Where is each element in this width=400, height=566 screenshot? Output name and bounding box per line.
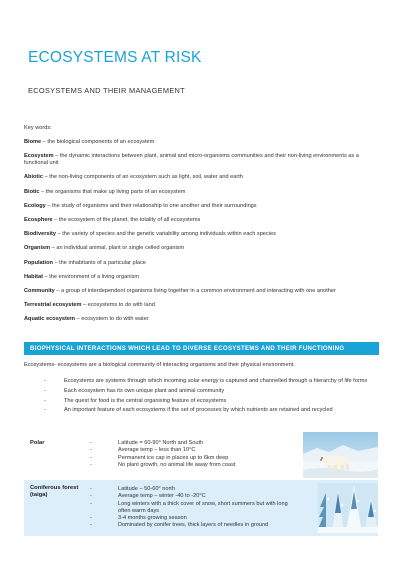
biome-fact: - Dominated by conifer trees, thick layers of needles in ground xyxy=(90,522,290,529)
keyword-definition: – the inhabitants of a particular place xyxy=(52,259,146,266)
biome-fact: - 3-4 months growing season xyxy=(90,515,290,522)
keyword-item xyxy=(24,274,380,281)
keyword-term: Aquatic ecosystem xyxy=(24,316,75,323)
section-bullets xyxy=(44,378,374,417)
keyword-item xyxy=(24,174,380,181)
biome-fact: - Permanent ice cap in places up to 6km deep xyxy=(90,455,290,462)
page-title: ECOSYSTEMS AT RISK xyxy=(28,49,202,66)
keyword-item xyxy=(24,260,380,267)
keyword-term: Organism xyxy=(24,245,51,252)
section-intro: Ecosystems- ecosystems are a biological community of interacting organisms and their physical environment. xyxy=(24,362,295,368)
keyword-term: Biotic xyxy=(24,188,40,195)
biome-fact: - Latitude = 60-90° North and South xyxy=(90,440,290,447)
keyword-definition: – the non-living components of an ecosystem such as light, soil, water and earth xyxy=(42,174,243,181)
polar-bear-image xyxy=(303,432,378,478)
keyword-definition: – ecosystems to do with land xyxy=(81,302,155,309)
biome-row-coniferous xyxy=(24,480,378,536)
keyword-term: Habitat xyxy=(24,273,43,280)
bullet-item: - Each ecosystem has its own unique plant and animal community xyxy=(44,388,374,395)
keywords-intro: Key words: xyxy=(24,125,52,131)
biome-fact: - Latitude – 50-60° north xyxy=(90,486,290,493)
biome-row-polar xyxy=(24,429,378,479)
biome-fact: - No plant growth, no animal life away from coast xyxy=(90,462,290,469)
keyword-item xyxy=(24,231,380,238)
page-subtitle: ECOSYSTEMS AND THEIR MANAGEMENT xyxy=(28,86,185,95)
biome-facts xyxy=(90,440,290,470)
keyword-item xyxy=(24,316,380,323)
keyword-term: Ecosystem xyxy=(24,153,54,160)
keyword-term: Population xyxy=(24,259,53,266)
section-heading-band: BIOPHYSICAL INTERACTIONS WHICH LEAD TO DIVERSE ECOSYSTEMS AND THEIR FUNCTIONING xyxy=(24,342,379,355)
keyword-definition: – the dynamic interactions between plant, animal and micro-organisms communities and their non-living environments as a functional unit xyxy=(24,153,359,167)
keyword-term: Biome xyxy=(24,139,42,145)
biome-name: Polar xyxy=(30,440,45,446)
keyword-definition: – the variety of species and the genetic variability among individuals within each species xyxy=(56,231,276,238)
biome-fact: - Average temp – winter -40 to -20°C xyxy=(90,493,290,500)
keyword-definition: – the ecosystem of the planet, the totality of all ecosystems xyxy=(52,216,201,223)
keyword-term: Terrestrial ecosystem xyxy=(24,302,82,309)
keyword-item xyxy=(24,245,380,252)
keyword-term: Ecology xyxy=(24,202,46,209)
keyword-item xyxy=(24,203,380,210)
keyword-definition: – the biological components of an ecosystem xyxy=(41,139,155,145)
bullet-item: - The quest for food is the central organising feature of ecosystems xyxy=(44,398,374,405)
keyword-item xyxy=(24,189,380,196)
keyword-item xyxy=(24,139,380,146)
bullet-item: - Ecosystems are systems through which incoming solar energy is captured and channelled through a hierarchy of life forms xyxy=(44,378,374,385)
keyword-term: Biodiversity xyxy=(24,231,57,238)
keyword-definition: – the organisms that make up living parts of an ecosystem xyxy=(39,188,186,195)
keyword-definition: – an individual animal, plant or single celled organism xyxy=(50,245,185,252)
keyword-definition: – the study of organisms and their relationship to one another and their surroundings xyxy=(45,202,257,209)
keyword-item xyxy=(24,288,380,295)
keyword-definition: – the environment of a living organism xyxy=(42,273,140,280)
bullet-item: - An important feature of each ecosystems if the set of processes by which nutrients are retained and recycled xyxy=(44,407,374,414)
keyword-item xyxy=(24,153,380,167)
keyword-definition: – ecosystem to do with water xyxy=(75,316,149,323)
keywords-list xyxy=(24,139,380,330)
keyword-definition: – a group of interdependent organisms living together in a common environment and interacting with one another xyxy=(54,287,336,294)
biome-facts xyxy=(90,486,290,530)
keyword-item xyxy=(24,217,380,224)
biome-fact: - Average temp – less than 10°C xyxy=(90,447,290,454)
biome-name: Coniferous forest (taiga) xyxy=(30,485,79,498)
biome-fact: - Long winters with a thick cover of snow, short summers but with long often warm days xyxy=(90,501,290,515)
keyword-term: Abiotic xyxy=(24,174,43,181)
snowy-forest-image xyxy=(318,483,378,533)
keyword-item xyxy=(24,302,380,309)
keyword-term: Ecosphere xyxy=(24,216,53,223)
keyword-term: Community xyxy=(24,287,55,294)
